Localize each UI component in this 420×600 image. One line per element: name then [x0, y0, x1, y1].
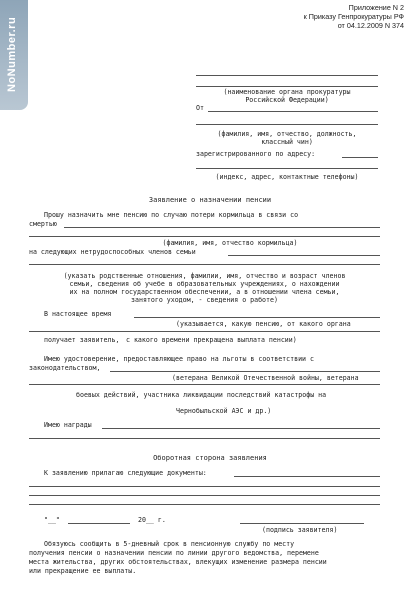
appendix-date: от 04.12.2009 N 374	[337, 21, 404, 30]
dependents-line-2	[29, 264, 380, 265]
dependents-label: на следующих нетрудоспособных членов семьи	[29, 248, 196, 256]
date-year: 20__ г.	[138, 516, 166, 524]
awards-label: Имею награды	[44, 421, 92, 429]
org-line-1	[196, 75, 378, 76]
date-day: "__"	[44, 516, 60, 524]
pension-hint: (указывается, какую пенсию, от какого органа	[176, 320, 351, 328]
currently-label: В настоящее время	[44, 310, 112, 318]
currently-line	[134, 317, 380, 318]
watermark-logo	[0, 0, 28, 110]
from-label: От	[196, 104, 204, 112]
obligation-text-2: получения пенсии о назначении пенсии по линии другого ведомства, перемене	[29, 549, 319, 557]
certificate-line	[110, 371, 380, 372]
receives-label: получает заявитель,	[44, 336, 120, 344]
request-text-2: смертью	[29, 220, 57, 228]
person-hint: (фамилия, имя, отчество, должность, классный чин)	[217, 130, 357, 146]
stopped-hint: с какого времени прекращена выплата пенсии)	[126, 336, 297, 344]
relations-hint: (указать родственные отношения, фамилии, имя, отчество и возраст членов семьи, сведения об учебе в образовательных учреждениях, о нахождении их на полном государственном обеспечении, а в отношении члена семьи, занятого уходом, - сведения о работе)	[63, 272, 346, 304]
appendix-order: к Приказу Генпрокуратуры РФ	[303, 12, 404, 21]
address-line	[196, 168, 378, 169]
attach-line-4	[29, 504, 380, 505]
registered-label: зарегистрированного по адресу:	[196, 150, 316, 158]
signature-hint: (подпись заявителя)	[262, 526, 338, 534]
registered-line	[342, 157, 378, 158]
attach-label: К заявлению прилагаю следующие документы:	[44, 469, 207, 477]
watermark-text: NoNumber.ru	[6, 16, 18, 92]
veteran-hint-2: боевых действий, участника ликвидации последствий катастрофы на	[76, 391, 327, 399]
attach-line-1	[234, 476, 380, 477]
org-hint: (наименование органа прокуратуры Российской Федерации)	[223, 88, 351, 104]
appendix-header	[234, 3, 404, 30]
date-month-line	[68, 523, 130, 524]
pension-line	[29, 331, 380, 332]
form-title: Заявление о назначении пенсии	[148, 196, 272, 204]
signature-line	[240, 523, 364, 524]
dependents-line-1	[228, 255, 380, 256]
veteran-line	[29, 384, 380, 385]
attach-line-2	[29, 486, 380, 487]
back-side-title: Оборотная сторона заявления	[153, 454, 267, 462]
org-line-2	[196, 86, 378, 87]
veteran-hint-1: (ветерана Великой Отечественной войны, ветерана	[172, 374, 359, 382]
from-line	[208, 111, 378, 112]
attach-line-3	[29, 495, 380, 496]
obligation-text-1: Обязуюсь сообщить в 5-дневный срок в пенсионную службу по месту	[44, 540, 295, 548]
certificate-text-2: законодательством,	[29, 364, 101, 372]
breadwinner-hint: (фамилия, имя, отчество кормильца)	[162, 239, 298, 247]
breadwinner-line	[64, 227, 380, 228]
breadwinner-line-2	[29, 236, 380, 237]
awards-line-1	[102, 428, 380, 429]
veteran-hint-3: Чернобыльской АЭС и др.)	[176, 407, 272, 415]
contacts-hint: (индекс, адрес, контактные телефоны)	[215, 173, 359, 181]
awards-line-2	[29, 438, 380, 439]
request-text-1: Прошу назначить мне пенсию по случаю потери кормильца в связи со	[44, 211, 299, 219]
obligation-text-4: или прекращение ее выплаты.	[29, 567, 137, 575]
person-line	[196, 124, 378, 125]
obligation-text-3: места жительства, других обстоятельствах, влекущих изменение размера пенсии	[29, 558, 327, 566]
appendix-number: Приложение N 2	[348, 3, 404, 12]
certificate-text-1: Имею удостоверение, предоставляющее право на льготы в соответствии с	[44, 355, 314, 363]
